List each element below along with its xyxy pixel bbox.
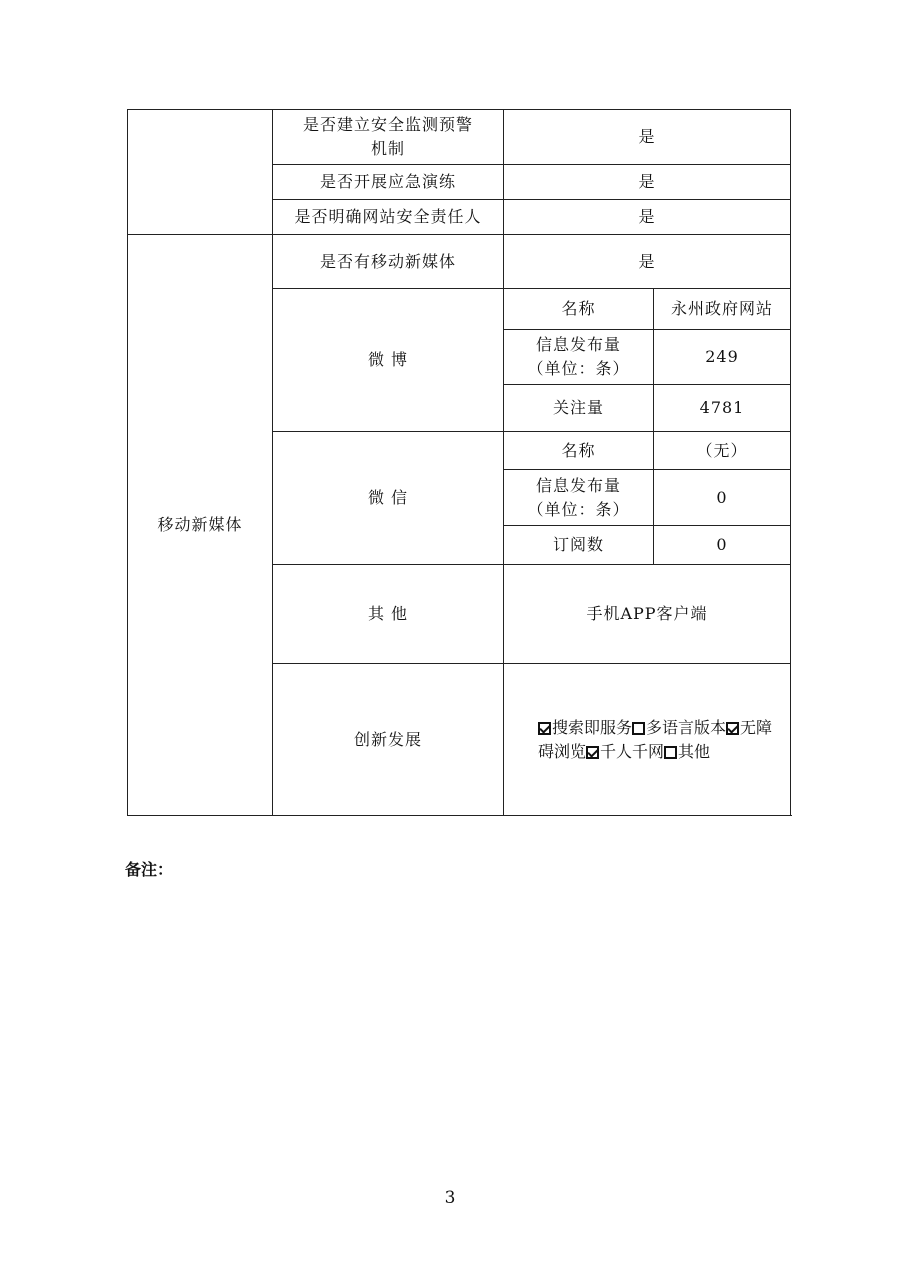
row-value: 是 — [504, 165, 791, 200]
section-label-innovation: 创新发展 — [273, 664, 504, 816]
checked-checkbox-icon[interactable] — [726, 722, 739, 735]
other-label: 其 他 — [273, 565, 504, 664]
row-label: 是否明确网站安全责任人 — [273, 200, 504, 235]
checked-checkbox-icon[interactable] — [538, 722, 551, 735]
checked-checkbox-icon[interactable] — [586, 746, 599, 759]
unchecked-checkbox-icon[interactable] — [632, 722, 645, 735]
other-value: 手机APP客户端 — [504, 565, 791, 664]
sub-label: 名称 — [504, 289, 654, 330]
innovation-options — [504, 664, 791, 816]
innovation-option-label: 多语言版本 — [646, 717, 727, 737]
unchecked-checkbox-icon[interactable] — [664, 746, 677, 759]
sub-label: 关注量 — [504, 385, 654, 432]
sub-label: 名称 — [504, 432, 654, 470]
sub-value: （无） — [654, 432, 791, 470]
sub-value: 永州政府网站 — [654, 289, 791, 330]
section-label-mobile: 移动新媒体 — [128, 235, 273, 816]
sub-label: 信息发布量 （单位：条） — [504, 470, 654, 526]
row-value: 是 — [504, 200, 791, 235]
sub-label: 信息发布量 （单位：条） — [504, 330, 654, 385]
innovation-option-label: 无障碍浏览 — [538, 717, 773, 761]
remark-label: 备注： — [125, 860, 174, 879]
row-label: 是否有移动新媒体 — [273, 235, 504, 289]
section-cell-empty — [128, 110, 273, 235]
innovation-option-label: 千人千网 — [600, 741, 665, 761]
sub-value: 0 — [654, 526, 791, 565]
table-row — [128, 235, 791, 289]
wechat-label: 微 信 — [273, 432, 504, 565]
sub-value: 4781 — [654, 385, 791, 432]
row-value: 是 — [504, 110, 791, 165]
sub-label: 订阅数 — [504, 526, 654, 565]
innovation-option-label: 其他 — [678, 741, 711, 761]
table-row — [128, 110, 791, 165]
row-label: 是否建立安全监测预警机制 — [273, 110, 504, 165]
report-table — [127, 109, 791, 816]
sub-value: 249 — [654, 330, 791, 385]
row-label: 是否开展应急演练 — [273, 165, 504, 200]
page-number: 3 — [444, 1188, 456, 1208]
weibo-label: 微 博 — [273, 289, 504, 432]
row-value: 是 — [504, 235, 791, 289]
sub-value: 0 — [654, 470, 791, 526]
innovation-option-label: 搜索即服务 — [552, 717, 633, 737]
